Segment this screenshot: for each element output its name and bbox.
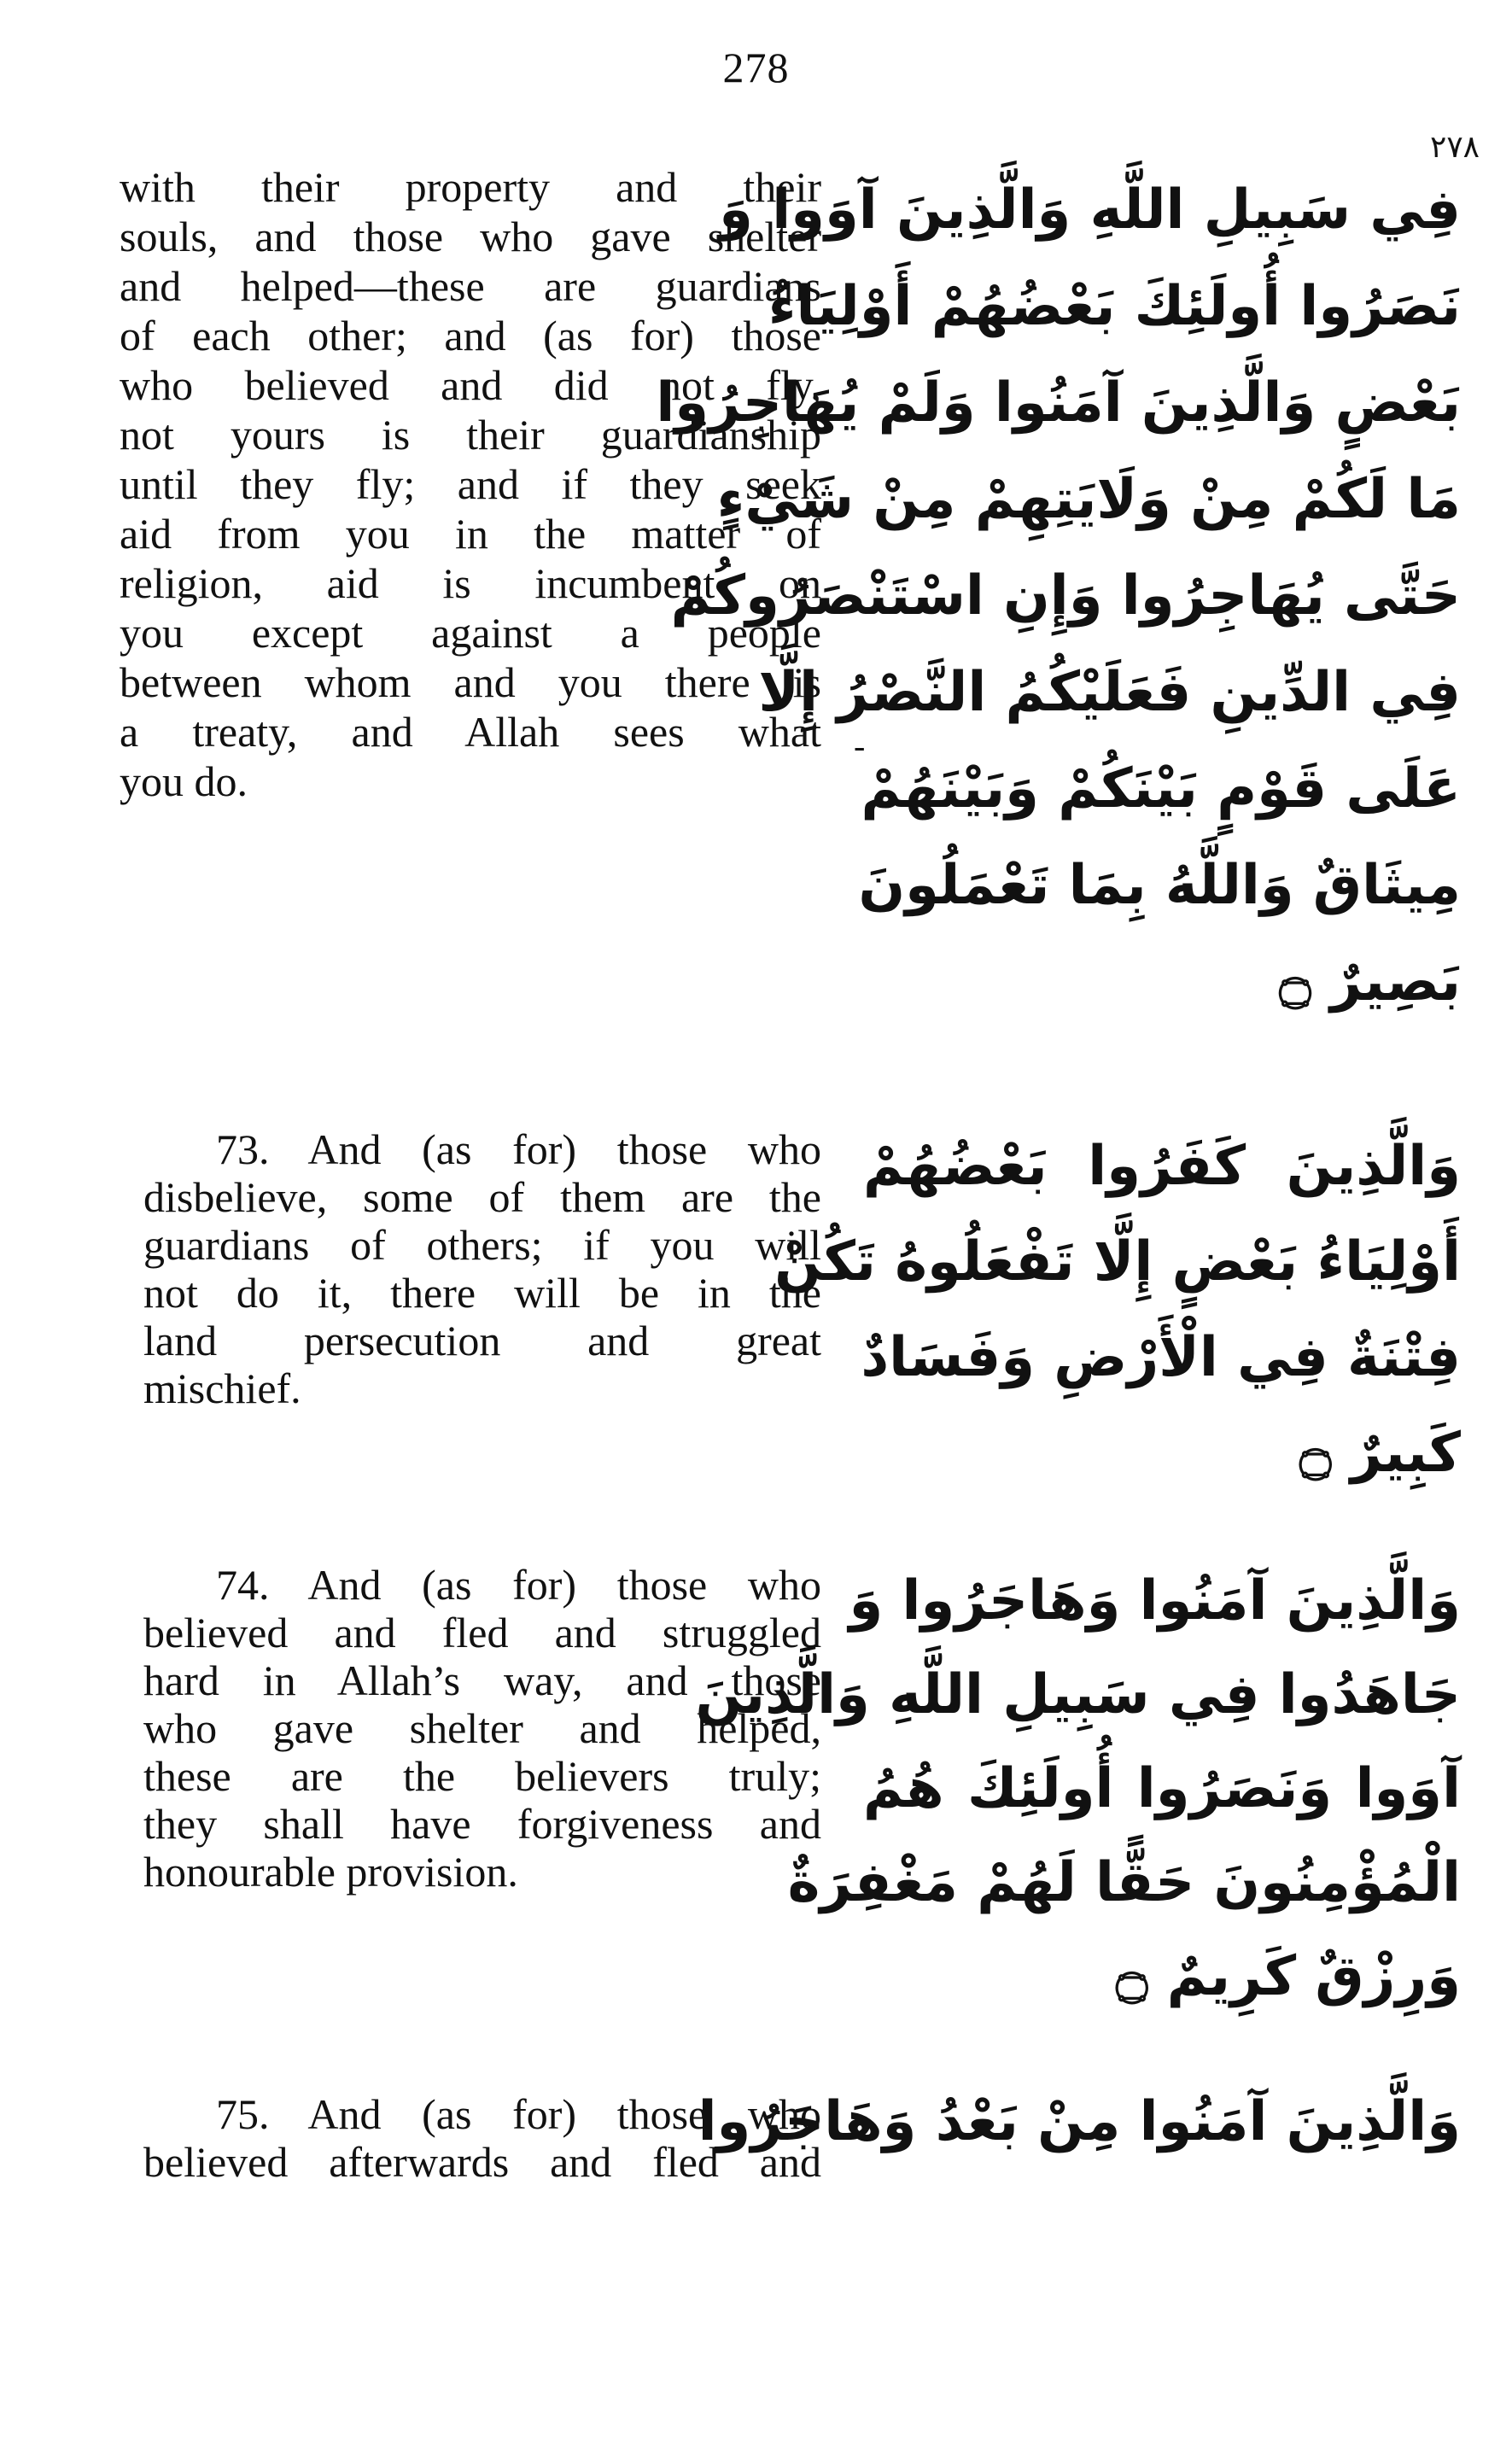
page-number: 278 [722,44,790,91]
arabic-line: مِيثَاقٌ وَاللَّهُ بِمَا تَعْمَلُونَ [858,854,1461,917]
translation-line: 74. And (as for) those who [216,1561,821,1609]
arabic-line: جَاهَدُوا فِي سَبِيلِ اللَّهِ وَالَّذِينَ [695,1663,1461,1726]
translation-line: until they fly; and if they seek [120,460,821,508]
translation-line: you do. [120,757,248,805]
arabic-page-number: ٢٧٨ [1429,130,1480,165]
arabic-line: وَالَّذِينَ كَفَرُوا بَعْضُهُمْ [863,1135,1461,1198]
translation-line: aid from you in the matter of [120,510,821,558]
translation-line: who gave shelter and helped, [143,1704,821,1752]
translation-line: you except against a people [120,609,821,657]
translation-line: a treaty, and Allah sees what [120,708,821,756]
translation-line: between whom and you there is [120,658,821,706]
translation-line: honourable provision. [143,1848,518,1896]
translation-line: and helped—these are guardians [120,262,821,310]
translation-line: not do it, there will be in the [143,1269,821,1317]
translation-line: they shall have forgiveness and [143,1800,821,1848]
translation-line: disbelieve, some of them are the [143,1173,821,1221]
verse-marker: - [854,727,866,765]
translation-line: guardians of others; if you will [143,1221,821,1269]
arabic-line: بَعْضٍ وَالَّذِينَ آمَنُوا وَلَمْ يُهَاجِرُوا [656,371,1461,435]
arabic-line: أَوْلِيَاءُ بَعْضٍ إِلَّا تَفْعَلُوهُ تَكُنْ [774,1230,1461,1294]
translation-line: hard in Allah’s way, and those [143,1656,821,1704]
translation-line: these are the believers truly; [143,1752,821,1800]
arabic-line: وَالَّذِينَ آمَنُوا مِنْ بَعْدُ وَهَاجَرُوا [698,2090,1461,2153]
translation-block-73 [143,1125,821,1412]
arabic-block-73 [774,1119,1461,1501]
arabic-line: فِتْنَةٌ فِي الْأَرْضِ وَفَسَادٌ [861,1326,1461,1389]
arabic-line: وَالَّذِينَ آمَنُوا وَهَاجَرُوا وَ [849,1569,1461,1633]
translation-line: religion, aid is incumbent on [120,559,821,607]
translation-line: 75. And (as for) those who [216,2090,821,2138]
translation-line: with their property and their [120,163,821,211]
translation-line: mischief. [143,1364,301,1412]
arabic-line: كَبِيرٌ ۝ [1299,1422,1461,1485]
arabic-line: فِي سَبِيلِ اللَّهِ وَالَّذِينَ آوَوا وَ [719,178,1461,242]
arabic-line: مَا لَكُمْ مِنْ وَلَايَتِهِمْ مِنْ شَيْءٍ [716,468,1461,531]
arabic-block-72 [656,162,1461,1031]
arabic-line: وَرِزْقٌ كَرِيمٌ ۝ [1116,1945,1461,2008]
translation-line: 73. And (as for) those who [216,1125,821,1173]
arabic-line: فِي الدِّينِ فَعَلَيْكُمُ النَّصْرُ إِلَّا [758,661,1461,724]
translation-block-72 [120,162,821,806]
arabic-line: عَلَى قَوْمٍ بَيْنَكُمْ وَبَيْنَهُمْ [861,757,1461,821]
arabic-line: حَتَّى يُهَاجِرُوا وَإِنِ اسْتَنْصَرُوكُمْ [670,564,1461,628]
translation-line: believed and fled and struggled [143,1609,821,1656]
arabic-line: آوَوا وَنَصَرُوا أُولَئِكَ هُمُ [863,1757,1461,1820]
translation-line: land persecution and great [143,1317,821,1364]
arabic-block-74 [695,1554,1461,2024]
arabic-block-75 [698,2075,1461,2169]
arabic-line: الْمُؤْمِنُونَ حَقًّا لَهُمْ مَغْفِرَةٌ [787,1851,1461,1914]
translation-line: not yours is their guardianship [120,411,821,459]
translation-line: souls, and those who gave shelter [120,213,821,260]
translation-line: who believed and did not fly, [120,361,821,409]
arabic-line: نَصَرُوا أُولَئِكَ بَعْضُهُمْ أَوْلِيَاءُ [768,275,1461,338]
translation-line: of each other; and (as for) those [120,312,821,359]
translation-line: believed afterwards and fled and [143,2138,821,2186]
arabic-line: بَصِيرٌ ۝ [1279,950,1461,1014]
